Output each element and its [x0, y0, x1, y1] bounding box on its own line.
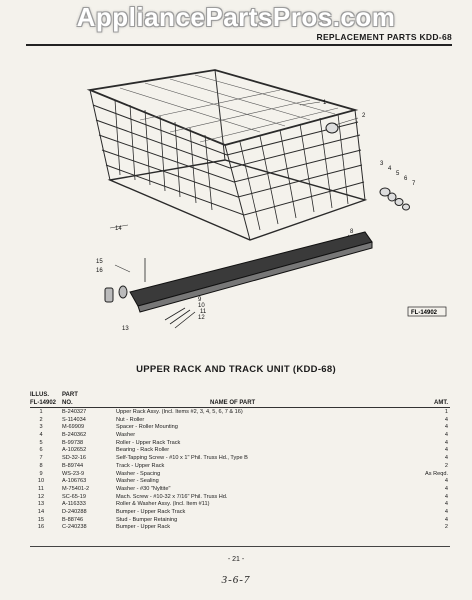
illus-number: 13	[37, 501, 45, 508]
callout-14: 14	[115, 226, 122, 232]
part-name: Stud - Bumper Retaining	[116, 516, 178, 523]
part-number: C-240238	[62, 524, 87, 531]
part-number: WS-23-9	[62, 470, 85, 477]
part-amount: 4	[444, 432, 448, 439]
illus-number: 12	[37, 493, 45, 500]
part-amount: 1	[444, 409, 448, 415]
part-name: Upper Rack Assy. (Incl. Items #2, 3, 4, 5, 6, 7 & 16)	[116, 409, 243, 415]
callout-7: 7	[412, 181, 416, 187]
illus-number: 6	[39, 447, 43, 454]
table-row	[30, 424, 450, 432]
part-number: A-102652	[62, 447, 87, 454]
col-part-head: PART NO.	[62, 392, 78, 406]
part-number: SC-65-19	[62, 493, 86, 500]
callout-6: 6	[404, 176, 408, 182]
illus-number: 4	[39, 432, 43, 439]
illus-number: 5	[39, 439, 43, 446]
table-row	[30, 440, 450, 448]
callout-4: 4	[388, 166, 392, 172]
illus-number: 8	[39, 462, 43, 469]
handwritten-note: 3-6-7	[221, 574, 251, 586]
part-number: S-114034	[62, 416, 86, 423]
col-name-head: NAME OF PART	[210, 399, 256, 406]
table-row	[30, 486, 450, 494]
part-amount: 4	[444, 493, 448, 500]
table-row	[30, 447, 450, 455]
part-name: Mach. Screw - #10-32 x 7/16" Phil. Truss Hd.	[116, 493, 228, 500]
part-name: Washer - Spacing	[116, 470, 161, 477]
part-name: Bumper - Upper Rack Track	[116, 508, 186, 515]
upper-rack-diagram	[20, 50, 460, 340]
callout-11: 11	[200, 309, 207, 315]
illus-number: 7	[39, 455, 43, 462]
part-amount: 2	[444, 524, 448, 531]
illus-number: 15	[37, 516, 45, 523]
illus-number: 16	[37, 524, 45, 531]
page-header-title: REPLACEMENT PARTS KDD-68	[316, 32, 452, 42]
callout-9: 9	[198, 297, 202, 303]
part-amount: 4	[444, 485, 448, 492]
part-name: Nut - Roller	[116, 416, 145, 423]
table-row	[30, 471, 450, 479]
section-title: UPPER RACK AND TRACK UNIT (KDD-68)	[136, 364, 336, 375]
table-row	[30, 455, 450, 463]
part-number: SD-32-16	[62, 455, 86, 462]
part-number: B-89744	[62, 462, 84, 469]
table-row	[30, 501, 450, 509]
part-number: B-99738	[62, 439, 84, 446]
part-name: Roller - Upper Rack Track	[116, 439, 181, 446]
part-amount: 4	[444, 516, 448, 523]
callout-15: 15	[96, 259, 103, 265]
table-row	[30, 478, 450, 486]
part-amount: 4	[444, 501, 448, 508]
table-row	[30, 509, 450, 517]
part-amount: 2	[444, 462, 448, 469]
table-row	[30, 494, 450, 502]
rack-basket	[90, 70, 365, 240]
illus-number: 10	[37, 478, 45, 485]
part-number: B-240327	[62, 409, 87, 415]
callout-1: 1	[323, 100, 327, 106]
illus-number: 9	[39, 470, 43, 477]
part-name: Washer - #30 "Nyltite"	[116, 485, 171, 492]
page-number: - 21 -	[227, 556, 245, 563]
part-amount: 4	[444, 478, 448, 485]
callout-13: 13	[122, 326, 129, 332]
col-illus-head: ILLUS. FL-14902	[30, 392, 57, 406]
table-row	[30, 409, 450, 417]
part-amount: 4	[444, 424, 448, 431]
table-row	[30, 524, 450, 532]
part-name: Spacer - Roller Mounting	[116, 424, 178, 431]
table-row	[30, 417, 450, 425]
bumper-stud	[105, 286, 127, 302]
part-number: M-69909	[62, 424, 85, 431]
table-row	[30, 517, 450, 525]
part-amount: 4	[444, 447, 448, 454]
illus-number: 2	[39, 416, 43, 423]
table-bottom-rule	[30, 546, 450, 547]
part-amount: 4	[444, 439, 448, 446]
part-number: M-75401-2	[62, 485, 90, 492]
header-rule	[26, 44, 452, 46]
table-row	[30, 463, 450, 471]
illus-number: 14	[37, 508, 45, 515]
callout-3: 3	[380, 161, 384, 167]
callout-12: 12	[198, 315, 205, 321]
part-amount: 4	[444, 455, 448, 462]
column-header-rule	[30, 407, 450, 408]
table-row	[30, 432, 450, 440]
part-name: Washer - Sealing	[116, 478, 159, 485]
part-name: Bearing - Rack Roller	[116, 447, 170, 454]
callout-8: 8	[350, 229, 354, 235]
part-number: A-106763	[62, 478, 87, 485]
part-number: B-240362	[62, 432, 87, 439]
part-name: Bumper - Upper Rack	[116, 524, 171, 531]
part-amount: 4	[444, 508, 448, 515]
watermark: AppliancePartsPros.com	[76, 2, 396, 32]
part-number: A-116333	[62, 501, 86, 508]
part-amount: 4	[444, 416, 448, 423]
part-name: Washer	[116, 432, 136, 439]
roller-hardware	[326, 123, 410, 210]
callout-16: 16	[96, 268, 103, 274]
part-number: D-240288	[62, 508, 87, 515]
part-name: Track - Upper Rack	[116, 462, 165, 469]
part-amount: As Reqd.	[424, 470, 448, 477]
rack-track	[130, 232, 372, 312]
illus-number: 3	[39, 424, 43, 431]
callout-2: 2	[362, 113, 366, 119]
illus-number: 11	[38, 485, 44, 492]
illus-number: 1	[39, 409, 43, 415]
callout-10: 10	[198, 303, 205, 309]
callout-5: 5	[396, 171, 400, 177]
col-amt-head: AMT.	[434, 399, 448, 406]
part-name: Roller & Washer Assy. (Incl. Item #11)	[116, 501, 210, 508]
part-number: B-88746	[62, 516, 84, 523]
parts-table	[30, 409, 450, 532]
figure-id: FL-14902	[411, 310, 438, 316]
part-name: Self-Tapping Screw - #10 x 1" Phil. Truss Hd., Type B	[116, 455, 248, 462]
